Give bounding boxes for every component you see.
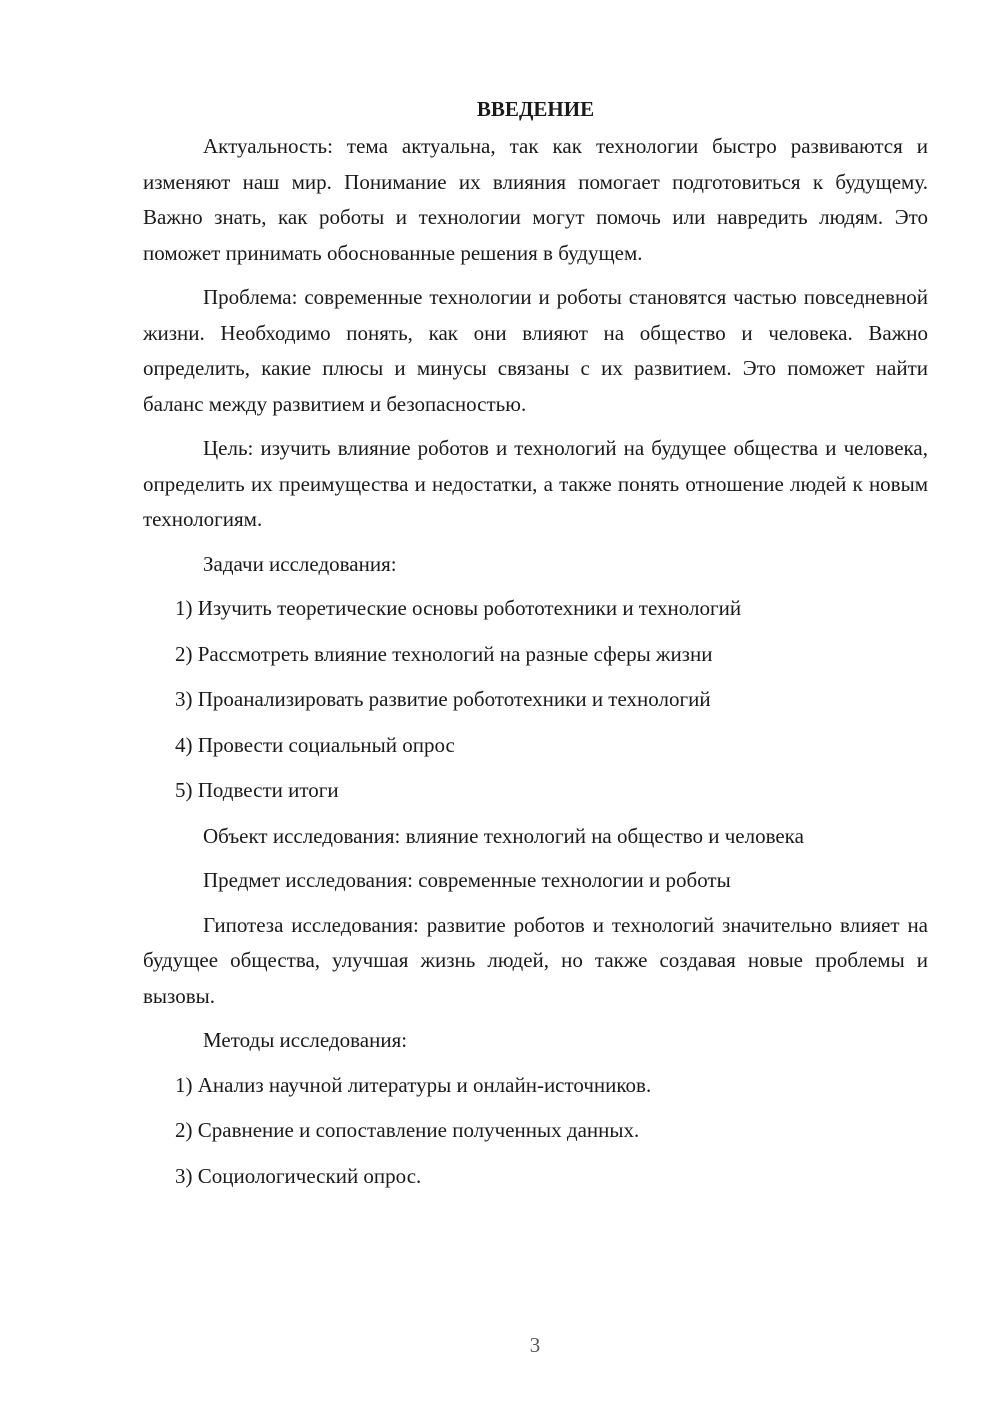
problem-paragraph: Проблема: современные технологии и роботы становятся частью повседневной жизни. Необходимо понять, как они влияют на общество и человека. Важно определить, какие плюсы и минусы связаны с их развитием. Это поможет найти баланс между развитием и безопасностью. [143, 285, 928, 416]
list-item: 2) Сравнение и сопоставление полученных данных. [175, 1118, 640, 1142]
list-item: 4) Провести социальный опрос [175, 732, 455, 757]
goal-paragraph: Цель: изучить влияние роботов и технологий на будущее общества и человека, определить их преимущества и недостатки, а также понять отношение людей к новым технологиям. [143, 436, 928, 531]
section-heading: ВВЕДЕНИЕ [476, 97, 595, 121]
list-item: 1) Анализ научной литературы и онлайн-источников. [175, 1072, 652, 1097]
methods-label: Методы исследования: [203, 1028, 408, 1052]
list-item: 1) Изучить теоретические основы робототехники и технологий [175, 596, 742, 620]
list-item: 3) Проанализировать развитие робототехники и технологий [175, 687, 711, 711]
object-line: Объект исследования: влияние технологий на общество и человека [203, 823, 804, 848]
list-item: 3) Социологический опрос. [175, 1163, 422, 1188]
hypothesis-paragraph: Гипотеза исследования: развитие роботов и технологий значительно влияет на будущее общества, улучшая жизнь людей, но также создавая новые проблемы и вызовы. [143, 912, 928, 1008]
list-item: 2) Рассмотреть влияние технологий на разные сферы жизни [175, 641, 713, 666]
list-item: 5) Подвести итоги [175, 778, 339, 802]
subject-line: Предмет исследования: современные технологии и роботы [203, 868, 731, 892]
relevance-paragraph: Актуальность: тема актуальна, так как технологии быстро развиваются и изменяют наш мир. Понимание их влияния помогает подготовиться к будущему. Важно знать, как роботы и технологии могут помочь или навредить людям. Это поможет принимать обоснованные решения в будущем. [143, 134, 928, 265]
tasks-list [143, 591, 928, 809]
page-number: 3 [529, 1333, 541, 1357]
document-page [143, 92, 928, 1204]
methods-list [143, 1068, 928, 1195]
tasks-label: Задачи исследования: [203, 551, 397, 576]
